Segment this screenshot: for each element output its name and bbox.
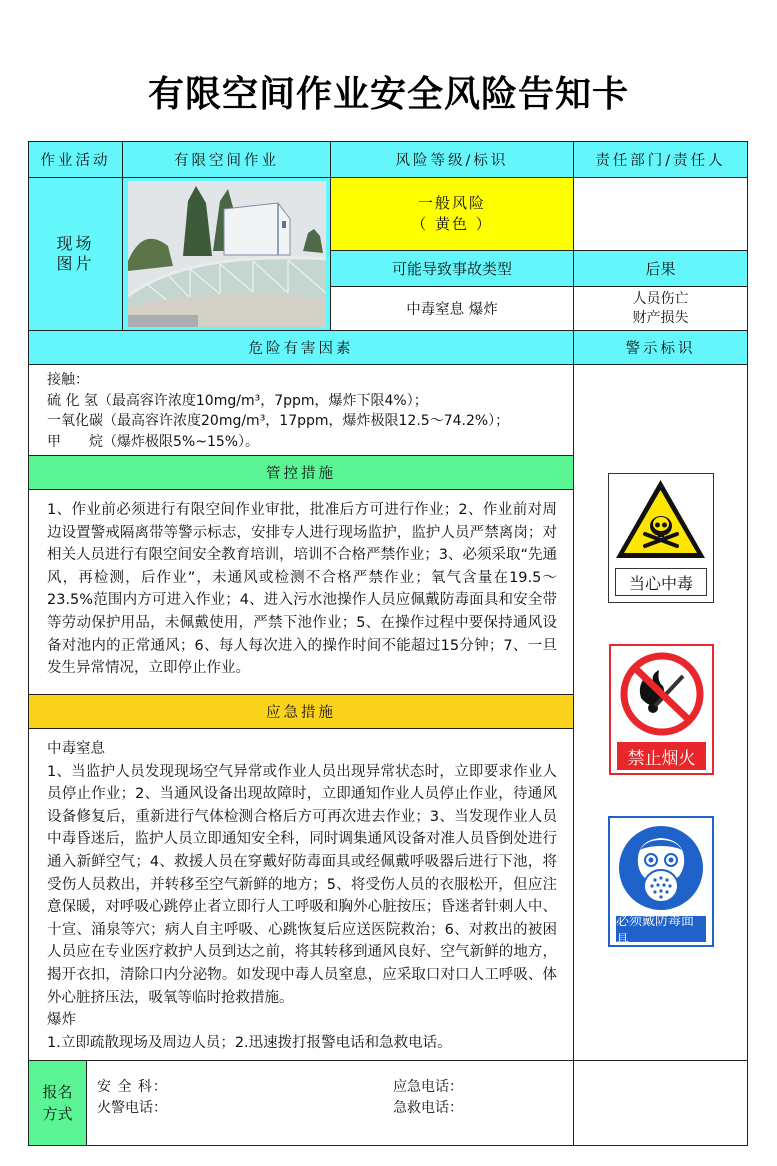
consequence-header bbox=[573, 250, 748, 287]
emergency-header-text: 应急措施 bbox=[266, 705, 336, 721]
page-title: 有限空间作业安全风险告知卡 bbox=[147, 73, 629, 115]
site-photo-label-line2: 图片 bbox=[56, 254, 95, 273]
activity-label bbox=[28, 141, 123, 178]
hazards-header-text: 危险有害因素 bbox=[248, 341, 354, 357]
controls-content bbox=[28, 489, 574, 695]
controls-header-text: 管控措施 bbox=[266, 466, 336, 482]
accident-type-header bbox=[330, 250, 574, 287]
ambulance-phone-label: 急救电话： bbox=[393, 1100, 463, 1116]
sign-wear-gas-mask bbox=[608, 816, 714, 947]
site-photo bbox=[128, 181, 326, 327]
no-fire-icon bbox=[611, 646, 712, 741]
gas-mask-icon bbox=[610, 818, 712, 918]
skull-crossbones-warning-icon bbox=[609, 474, 712, 564]
accident-type-value bbox=[330, 286, 574, 331]
contact-label-line2: 方式 bbox=[42, 1105, 73, 1123]
activity-label-text: 作业活动 bbox=[40, 153, 111, 169]
sign-no-fire-label: 禁止烟火 bbox=[617, 742, 706, 770]
controls-header bbox=[28, 455, 574, 490]
consequence-line2: 财产损失 bbox=[632, 309, 689, 326]
hazards-line: 一氧化碳（最高容许浓度20mg/m³，17ppm，爆炸极限12.5～74.2%）； bbox=[47, 413, 510, 429]
risk-level-header-text: 风险等级/标识 bbox=[395, 153, 509, 169]
site-photo-label-line1: 现场 bbox=[56, 234, 95, 253]
emergency-section-title: 爆炸 bbox=[47, 1012, 76, 1029]
responsible-header-text: 责任部门/责任人 bbox=[595, 153, 726, 169]
contact-extra bbox=[573, 1060, 748, 1146]
hazards-content bbox=[28, 364, 574, 456]
risk-level-color-text: （ 黄色 ） bbox=[411, 215, 493, 233]
warning-signs-header-text: 警示标识 bbox=[625, 341, 696, 357]
controls-text: 1、作业前必须进行有限空间作业审批，批准后方可进行作业；2、作业前对周边设置警戒隔离带等警示标志，安排专人进行现场监护，监护人员严禁离岗；对相关人员进行有限空间安全教育培训，培训不合格严禁作业；3、必须采取“先通风，再检测，后作业”，未通风或检测不合格严禁作业；氧气含量在19.5～23.5%范围内方可进入作业；4、进入污水池操作人员应佩戴防毒面具和安全带等劳动保护用品，未佩戴使用，严禁下池作业；5、在操作过程中要保持通风设备对池内的正常通风；6、每人每次进入的操作时间不能超过15分钟；7、一旦发生异常情况，立即停止作业。 bbox=[47, 502, 557, 677]
hazards-line: 硫 化 氢（最高容许浓度10mg/m³，7ppm，爆炸下限4%）； bbox=[47, 392, 428, 409]
hazards-line: 接触： bbox=[47, 372, 89, 388]
consequence-value bbox=[573, 286, 748, 331]
risk-level-text: 一般风险 bbox=[417, 194, 486, 212]
site-photo-image bbox=[128, 181, 326, 327]
accident-type-value-text: 中毒窒息 爆炸 bbox=[406, 302, 498, 318]
safety-dept-label: 安 全 科： bbox=[97, 1079, 168, 1095]
consequence-line1: 人员伤亡 bbox=[632, 290, 689, 307]
emergency-content bbox=[28, 728, 574, 1061]
sign-beware-poison-label: 当心中毒 bbox=[615, 568, 707, 596]
responsible-header bbox=[573, 141, 748, 178]
emergency-section-text: 1.立即疏散现场及周边人员；2.迅速拨打报警电话和急救电话。 bbox=[47, 1034, 452, 1051]
activity-value bbox=[122, 141, 331, 178]
risk-level-badge bbox=[330, 177, 574, 251]
risk-level-header bbox=[330, 141, 574, 178]
responsible-value bbox=[573, 177, 748, 251]
accident-type-header-text: 可能导致事故类型 bbox=[391, 260, 512, 278]
activity-value-text: 有限空间作业 bbox=[174, 153, 279, 169]
sign-wear-gas-mask-label: 必须戴防毒面具 bbox=[616, 916, 706, 942]
warning-signs-header bbox=[573, 330, 748, 365]
sign-beware-poison bbox=[608, 473, 714, 603]
emergency-section-title: 中毒窒息 bbox=[47, 741, 105, 757]
emergency-section-text: 1、当监护人员发现现场空气异常或作业人员出现异常状态时，立即要求作业人员停止作业；2、当通风设备出现故障时，立即通知作业人员停止作业，待通风设备修复后，重新进行气体检测合格后方可再次进去作业；3、当发现作业人员中毒昏迷后，监护人员立即通知安全科，同时调集通风设备对准人员昏倒处进行通入新鲜空气；4、救援人员在穿戴好防毒面具或经佩戴呼吸器后进行下池，将受伤人员救出，并转移至空气新鲜的地方；5、将受伤人员的衣服松开，但应注意保暖，对呼吸心跳停止者立即行人工呼吸和胸外心脏按压；昏迷者针刺人中、十宣、涌泉等穴；病人自主呼吸、心跳恢复后应送医院救治；6、对救出的被困人员应在专业医疗救护人员到达之前，将其转移到通风良好、空气新鲜的地方，揭开衣扣，清除口内分泌物。如发现中毒人员窒息，应采取口对口人工呼吸、体外心脏挤压法，吸氧等临时抢救措施。 bbox=[47, 763, 557, 1006]
emergency-header bbox=[28, 694, 574, 729]
contact-label bbox=[28, 1060, 87, 1146]
contact-label-line1: 报名 bbox=[42, 1083, 73, 1101]
site-photo-label bbox=[28, 177, 123, 331]
consequence-header-text: 后果 bbox=[645, 260, 676, 278]
hazards-header bbox=[28, 330, 574, 365]
hazards-line: 甲 烷（爆炸极限5%~15%）。 bbox=[47, 433, 260, 450]
sign-no-fire bbox=[609, 644, 714, 775]
fire-phone-label: 火警电话： bbox=[97, 1100, 167, 1116]
emergency-phone-label: 应急电话： bbox=[393, 1079, 463, 1095]
